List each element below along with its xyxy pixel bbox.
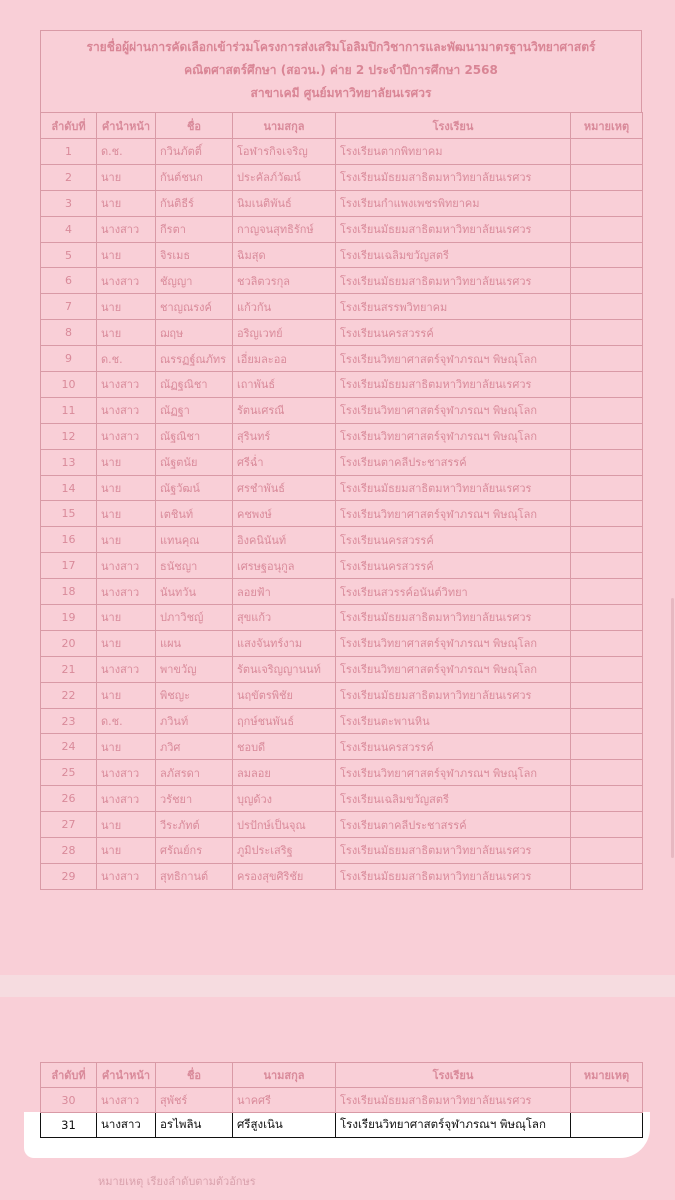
table-row [41,838,643,864]
cell-first-name: นันทวัน [156,579,233,605]
cell-first-name: กันติธีร์ [156,190,233,216]
cell-prefix: นางสาว [97,1088,156,1113]
cell-prefix: ด.ช. [97,346,156,372]
cell-prefix: นาย [97,838,156,864]
cell-last-name: รัตนเจริญญานนท์ [233,656,336,682]
cell-school: โรงเรียนกำแพงเพชรพิทยาคม [336,190,571,216]
cell-first-name: กีรตา [156,216,233,242]
cell-last-name: แก้วกัน [233,294,336,320]
cell-remark [571,397,643,423]
cell-order: 5 [41,242,97,268]
cell-first-name: เตชินท์ [156,501,233,527]
header-school: โรงเรียน [336,1063,571,1088]
cell-order: 17 [41,553,97,579]
cell-school: โรงเรียนมัธยมสาธิตมหาวิทยาลัยนเรศวร [336,372,571,398]
header-order: ลำดับที่ [41,113,97,139]
cell-school: โรงเรียนวิทยาศาสตร์จุฬาภรณฯ พิษณุโลก [336,423,571,449]
cell-remark [571,708,643,734]
cell-remark [571,372,643,398]
cell-last-name: แสงจันทร์งาม [233,630,336,656]
cell-remark [571,1088,643,1113]
cell-prefix: นาย [97,734,156,760]
cell-school: โรงเรียนเฉลิมขวัญสตรี [336,242,571,268]
cell-first-name: พิชญะ [156,682,233,708]
cell-school: โรงเรียนนครสวรรค์ [336,320,571,346]
cell-order: 8 [41,320,97,346]
table-row [41,139,643,165]
cell-school: โรงเรียนมัธยมสาธิตมหาวิทยาลัยนเรศวร [336,863,571,889]
cell-remark [571,605,643,631]
cell-last-name: ลมลอย [233,760,336,786]
table-row [41,734,643,760]
cell-prefix: นางสาว [97,553,156,579]
title-line-1: รายชื่อผู้ผ่านการคัดเลือกเข้าร่วมโครงการส่งเสริมโอลิมปิกวิชาการและพัฒนามาตรฐานวิทยาศาสตร์ [86,40,596,54]
table-row [41,553,643,579]
cell-last-name: กาญจนสุทธิรักษ์ [233,216,336,242]
cell-school: โรงเรียนมัธยมสาธิตมหาวิทยาลัยนเรศวร [336,682,571,708]
cell-order: 2 [41,164,97,190]
cell-prefix: นาย [97,605,156,631]
cell-order: 20 [41,630,97,656]
table-row [41,1088,643,1113]
table-row [41,656,643,682]
cell-first-name: ศรัณย์กร [156,838,233,864]
table-row [41,216,643,242]
table-row [41,475,643,501]
cell-prefix: นาย [97,320,156,346]
cell-school: โรงเรียนนครสวรรค์ [336,734,571,760]
table-header-row [41,1063,643,1088]
cell-school: โรงเรียนตะพานหิน [336,708,571,734]
cell-remark [571,294,643,320]
cell-school: โรงเรียนนครสวรรค์ [336,527,571,553]
cell-prefix: นางสาว [97,268,156,294]
cell-school: โรงเรียนสวรรค์อนันต์วิทยา [336,579,571,605]
cell-prefix: นาย [97,294,156,320]
cell-school: โรงเรียนมัธยมสาธิตมหาวิทยาลัยนเรศวร [336,605,571,631]
cell-prefix: นาย [97,475,156,501]
cell-last-name: ศรีสูงเนิน [233,1113,336,1138]
cell-first-name: จิรเมธ [156,242,233,268]
cell-school: โรงเรียนมัธยมสาธิตมหาวิทยาลัยนเรศวร [336,838,571,864]
cell-first-name: ณัฐณิชา [156,423,233,449]
cell-school: โรงเรียนวิทยาศาสตร์จุฬาภรณฯ พิษณุโลก [336,501,571,527]
cell-last-name: ฉิมสุด [233,242,336,268]
cell-last-name: ปรปักษ์เป็นจุณ [233,812,336,838]
cell-remark [571,656,643,682]
cell-first-name: ณัฏฐา [156,397,233,423]
cell-school: โรงเรียนวิทยาศาสตร์จุฬาภรณฯ พิษณุโลก [336,630,571,656]
cell-school: โรงเรียนสรรพวิทยาคม [336,294,571,320]
cell-prefix: นางสาว [97,423,156,449]
cell-last-name: ครองสุขศิริชัย [233,863,336,889]
cell-last-name: เอี่ยมละออ [233,346,336,372]
cell-first-name: วีระภัทต์ [156,812,233,838]
table-row [41,346,643,372]
cell-school: โรงเรียนวิทยาศาสตร์จุฬาภรณฯ พิษณุโลก [336,397,571,423]
header-remark: หมายเหตุ [571,113,643,139]
cell-order: 4 [41,216,97,242]
cell-remark [571,501,643,527]
cell-first-name: ชัญญา [156,268,233,294]
cell-first-name: ลภัสรดา [156,760,233,786]
cell-first-name: แผน [156,630,233,656]
cell-school: โรงเรียนวิทยาศาสตร์จุฬาภรณฯ พิษณุโลก [336,1113,571,1138]
table-row [41,605,643,631]
cell-order: 14 [41,475,97,501]
cell-order: 12 [41,423,97,449]
cell-remark [571,734,643,760]
table-row [41,372,643,398]
cell-school: โรงเรียนมัธยมสาธิตมหาวิทยาลัยนเรศวร [336,268,571,294]
cell-prefix: นาย [97,449,156,475]
table-row [41,164,643,190]
cell-last-name: คชพงษ์ [233,501,336,527]
cell-remark [571,268,643,294]
cell-remark [571,838,643,864]
cell-order: 24 [41,734,97,760]
table-row [41,812,643,838]
cell-prefix: นาย [97,812,156,838]
cell-remark [571,527,643,553]
footnote: หมายเหตุ เรียงลำดับตามตัวอักษร [98,1175,256,1188]
cell-prefix: นางสาว [97,656,156,682]
cell-prefix: นาย [97,190,156,216]
header-last-name: นามสกุล [233,113,336,139]
cell-last-name: ชวลิตวรกุล [233,268,336,294]
cell-remark [571,320,643,346]
cell-prefix: นางสาว [97,397,156,423]
cell-order: 18 [41,579,97,605]
cell-prefix: ด.ช. [97,708,156,734]
cell-school: โรงเรียนมัธยมสาธิตมหาวิทยาลัยนเรศวร [336,1088,571,1113]
cell-remark [571,682,643,708]
table-row [41,760,643,786]
cell-order: 22 [41,682,97,708]
cell-last-name: เถาพันธ์ [233,372,336,398]
table-row [41,630,643,656]
cell-last-name: ประคัลภ์วัฒน์ [233,164,336,190]
cell-first-name: ธนัชญา [156,553,233,579]
cell-first-name: พาขวัญ [156,656,233,682]
cell-remark [571,579,643,605]
cell-prefix: นาย [97,164,156,190]
cell-first-name: กันต์ชนก [156,164,233,190]
cell-order: 10 [41,372,97,398]
cell-last-name: เศรษฐอนุกูล [233,553,336,579]
table-row [41,397,643,423]
cell-school: โรงเรียนวิทยาศาสตร์จุฬาภรณฯ พิษณุโลก [336,656,571,682]
cell-last-name: โอฬารกิจเจริญ [233,139,336,165]
cell-first-name: อรไพลิน [156,1113,233,1138]
cell-remark [571,423,643,449]
cell-first-name: ภวินท์ [156,708,233,734]
cell-remark [571,1113,643,1138]
cell-order: 25 [41,760,97,786]
cell-order: 11 [41,397,97,423]
cell-school: โรงเรียนมัธยมสาธิตมหาวิทยาลัยนเรศวร [336,216,571,242]
title-line-3: สาขาเคมี ศูนย์มหาวิทยาลัยนเรศวร [250,86,432,100]
cell-remark [571,630,643,656]
cell-last-name: รัตนเศรณี [233,397,336,423]
cell-prefix: นางสาว [97,579,156,605]
cell-order: 1 [41,139,97,165]
cell-order: 13 [41,449,97,475]
cell-first-name: ณรรฏฐ์ณภัทร [156,346,233,372]
cell-school: โรงเรียนวิทยาศาสตร์จุฬาภรณฯ พิษณุโลก [336,346,571,372]
page-separator [0,975,675,997]
cell-remark [571,863,643,889]
cell-order: 7 [41,294,97,320]
document-title [40,30,642,112]
cell-order: 31 [41,1113,97,1138]
participants-table [40,112,643,890]
header-prefix: คำนำหน้า [97,113,156,139]
cell-school: โรงเรียนตาคลีประชาสรรค์ [336,812,571,838]
cell-school: โรงเรียนตากพิทยาคม [336,139,571,165]
cell-first-name: ชาญณรงค์ [156,294,233,320]
cell-prefix: นาย [97,242,156,268]
cell-last-name: สุรินทร์ [233,423,336,449]
table-row [41,786,643,812]
cell-order: 19 [41,605,97,631]
cell-first-name: ภวิศ [156,734,233,760]
table-row [41,708,643,734]
participants-table-continued [40,1062,643,1138]
header-prefix: คำนำหน้า [97,1063,156,1088]
cell-last-name: ฤกษ์ชนพันธ์ [233,708,336,734]
cell-school: โรงเรียนวิทยาศาสตร์จุฬาภรณฯ พิษณุโลก [336,760,571,786]
table-row [41,268,643,294]
cell-school: โรงเรียนเฉลิมขวัญสตรี [336,786,571,812]
table-row [41,320,643,346]
cell-prefix: นางสาว [97,216,156,242]
cell-last-name: นฤขัตรพิชัย [233,682,336,708]
title-line-2: คณิตศาสตร์ศึกษา (สอวน.) ค่าย 2 ประจำปีการศึกษา 2568 [184,63,498,77]
cell-order: 28 [41,838,97,864]
cell-last-name: ชอบดี [233,734,336,760]
cell-first-name: ฌฤษ [156,320,233,346]
header-first-name: ชื่อ [156,1063,233,1088]
table-row [41,579,643,605]
cell-remark [571,553,643,579]
table-row [41,1113,643,1138]
cell-order: 30 [41,1088,97,1113]
table-row [41,190,643,216]
cell-school: โรงเรียนตาคลีประชาสรรค์ [336,449,571,475]
cell-prefix: นาย [97,630,156,656]
cell-order: 15 [41,501,97,527]
table-row [41,294,643,320]
cell-order: 16 [41,527,97,553]
cell-prefix: นางสาว [97,863,156,889]
table-row [41,501,643,527]
table-header-row [41,113,643,139]
cell-school: โรงเรียนมัธยมสาธิตมหาวิทยาลัยนเรศวร [336,164,571,190]
header-last-name: นามสกุล [233,1063,336,1088]
cell-first-name: สุพัชร์ [156,1088,233,1113]
table-row [41,527,643,553]
cell-school: โรงเรียนมัธยมสาธิตมหาวิทยาลัยนเรศวร [336,475,571,501]
cell-remark [571,164,643,190]
cell-remark [571,812,643,838]
cell-remark [571,786,643,812]
cell-first-name: ปภาวิชญ์ [156,605,233,631]
cell-last-name: อิงคนินันท์ [233,527,336,553]
table-row [41,863,643,889]
cell-order: 27 [41,812,97,838]
cell-first-name: กวินภัตติ์ [156,139,233,165]
cell-order: 9 [41,346,97,372]
cell-prefix: นางสาว [97,786,156,812]
cell-prefix: นาย [97,527,156,553]
cell-first-name: สุทธิกานต์ [156,863,233,889]
page-1 [40,30,642,890]
header-remark: หมายเหตุ [571,1063,643,1088]
cell-last-name: นิมเนติพันธ์ [233,190,336,216]
table-row [41,449,643,475]
cell-school: โรงเรียนนครสวรรค์ [336,553,571,579]
scrollbar[interactable] [671,598,674,858]
cell-first-name: ณัฐตนัย [156,449,233,475]
cell-prefix: นางสาว [97,1113,156,1138]
header-first-name: ชื่อ [156,113,233,139]
cell-prefix: นางสาว [97,372,156,398]
cell-remark [571,139,643,165]
cell-prefix: นาย [97,501,156,527]
cell-first-name: แทนคุณ [156,527,233,553]
cell-prefix: นางสาว [97,760,156,786]
cell-order: 26 [41,786,97,812]
cell-remark [571,242,643,268]
cell-last-name: ลอยฟ้า [233,579,336,605]
table-row [41,682,643,708]
cell-last-name: อริญเวทย์ [233,320,336,346]
cell-first-name: ณัฏฐณิชา [156,372,233,398]
cell-remark [571,760,643,786]
cell-remark [571,475,643,501]
cell-last-name: บุญด้วง [233,786,336,812]
cell-first-name: ณัฐวัฒน์ [156,475,233,501]
header-order: ลำดับที่ [41,1063,97,1088]
cell-last-name: สุขแก้ว [233,605,336,631]
cell-remark [571,216,643,242]
cell-prefix: ด.ช. [97,139,156,165]
cell-first-name: วรัชยา [156,786,233,812]
cell-last-name: นาคศรี [233,1088,336,1113]
cell-remark [571,346,643,372]
cell-last-name: ศรชำพันธ์ [233,475,336,501]
cell-prefix: นาย [97,682,156,708]
cell-last-name: ศรีฉ่ำ [233,449,336,475]
table-row [41,423,643,449]
cell-order: 6 [41,268,97,294]
cell-order: 3 [41,190,97,216]
cell-order: 29 [41,863,97,889]
header-school: โรงเรียน [336,113,571,139]
table-row [41,242,643,268]
cell-order: 21 [41,656,97,682]
cell-remark [571,190,643,216]
cell-remark [571,449,643,475]
cell-last-name: ภูมิประเสริฐ [233,838,336,864]
cell-order: 23 [41,708,97,734]
page-2 [40,1062,642,1138]
